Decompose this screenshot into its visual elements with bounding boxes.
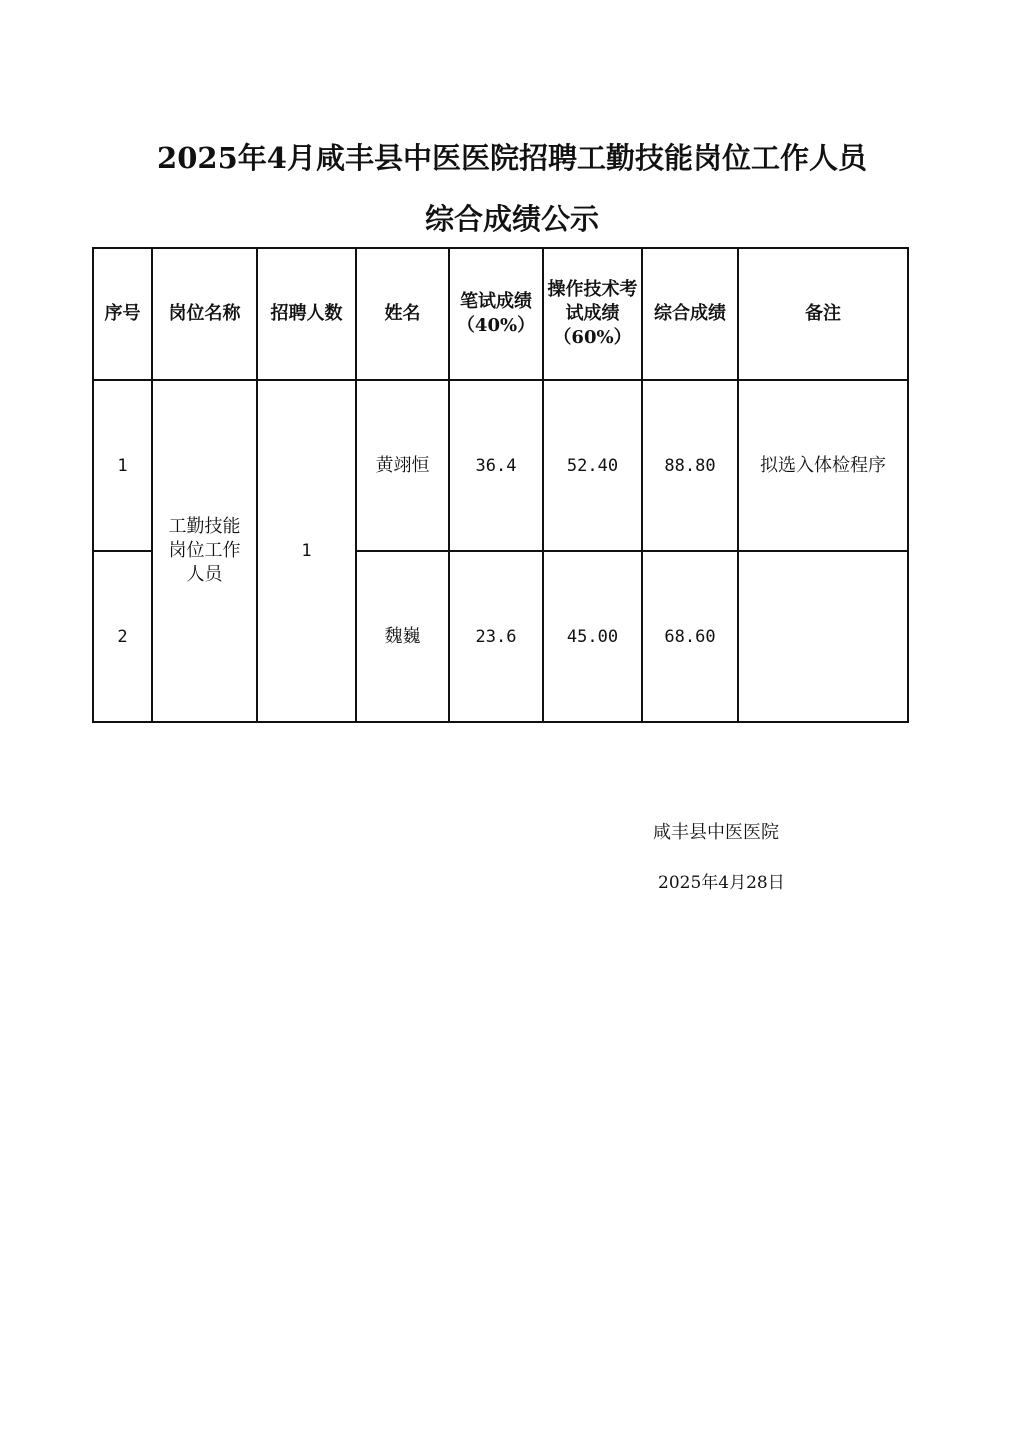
header-cell: 序号 [93,248,152,380]
row-number: 2 [93,551,152,722]
header-cell: 岗位名称 [152,248,257,380]
note: 拟选入体检程序 [738,380,908,551]
candidate-name: 魏巍 [356,551,449,722]
note [738,551,908,722]
page-subtitle: 综合成绩公示 [424,202,599,236]
issue-date: 2025年4月28日 [658,873,785,893]
page-title: 2025年4月咸丰县中医医院招聘工勤技能岗位工作人员 [157,141,867,175]
header-cell: 招聘人数 [257,248,356,380]
issuing-organization: 咸丰县中医医院 [653,822,779,843]
table-header-row [93,248,908,380]
position-name: 工勤技能岗位工作人员 [152,380,257,722]
header-cell: 备注 [738,248,908,380]
header-cell: 操作技术考试成绩（60%） [543,248,642,380]
practical-score: 52.40 [543,380,642,551]
candidate-name: 黄翊恒 [356,380,449,551]
row-number: 1 [93,380,152,551]
written-score: 23.6 [449,551,543,722]
openings-count: 1 [257,380,356,722]
header-cell: 姓名 [356,248,449,380]
total-score: 88.80 [642,380,738,551]
table-row [93,380,908,551]
header-cell: 笔试成绩（40%） [449,248,543,380]
total-score: 68.60 [642,551,738,722]
written-score: 36.4 [449,380,543,551]
results-table [92,247,909,723]
practical-score: 45.00 [543,551,642,722]
header-cell: 综合成绩 [642,248,738,380]
